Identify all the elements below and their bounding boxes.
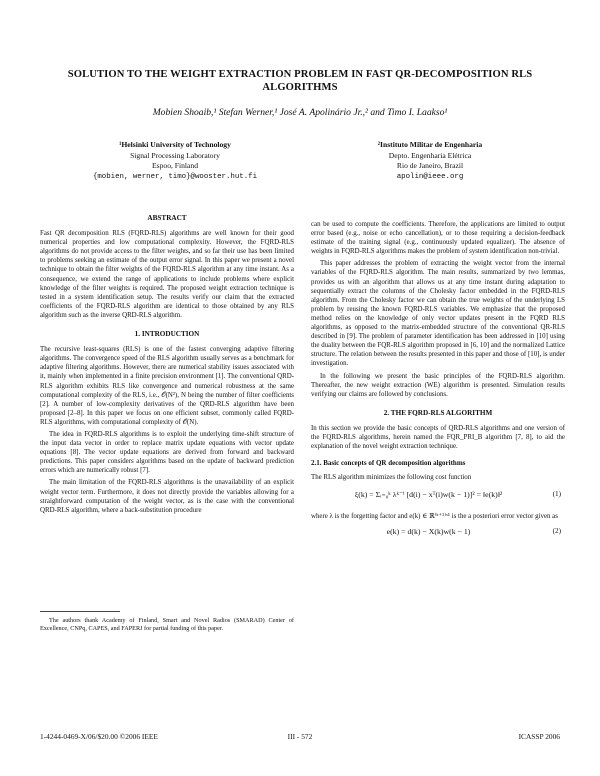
affiliation-1-email: {mobien, werner, timo}@wooster.hut.fi [92, 172, 258, 181]
abstract-heading: ABSTRACT [147, 214, 187, 222]
equation-1 [311, 486, 565, 508]
affiliation-1-line-1: Signal Processing Laboratory [130, 150, 220, 160]
right-paragraph-3: In the following we present the basic principles of the FQRD-RLS algorithm. Thereafter, the new weight extraction (WE) algorithm is presented. Simulation results verifying our claims are followed by conclusions. [311, 372, 565, 398]
equation-2-body: e(k) = d(k) − X(k)w(k − 1) [386, 527, 471, 537]
affiliation-2 [315, 140, 545, 182]
affiliation-1-head: ¹Helsinki University of Technology [119, 140, 231, 149]
footer-copyright: 1-4244-0469-X/06/$20.00 ©2006 IEEE [40, 732, 158, 741]
section-2-heading: 2. THE FQRD-RLS ALGORITHM [383, 408, 493, 417]
right-column [311, 220, 565, 545]
intro-paragraph-2: The idea in FQRD-RLS algorithms is to exploit the underlying time-shift structure of the input data vector in order to replace matrix update equations with vector update equations [8]. The vector update equations are derived from forward and backward predictions. This paper considers algorithms based on the update of backward prediction errors which are numerically robust [7]. [40, 430, 294, 475]
intro-paragraph-1: The recursive least-squares (RLS) is one of the fastest converging adaptive filtering algorithms. The convergence speed of the RLS algorithm usually serves as a benchmark for adaptive filtering algorithms. However, there are numerical stability issues associated with it, mainly when implemented in a finite precision environment [1]. The conventional QRD-RLS algorithm exhibits RLS like convergence and numerical robustness at the same computational complexity of the RLS, i.e., 𝒪(N²), N being the number of filter coefficients [2]. A number of low-complexity derivatives of the QRD-RLS algorithm have been proposed [2–8]. In this paper we focus on one efficient subset, commonly called FQRD-RLS algorithms, with computational complexity of 𝒪(N). [40, 346, 294, 426]
right-paragraph-1: can be used to compute the coefficients. Therefore, the applications are limited to output error based (e.g., noise or echo cancellation), or to those requiring a decision-feedback estimate of the training signal (e.g., continuously updated equalizer). The absence of weights in FQRD-RLS algorithms makes the problem of system identification non-trivial. [311, 221, 565, 256]
section-2-text: In this section we provide the basic concepts of QRD-RLS algorithms and one version of the FQRD-RLS algorithms, herein named the FQR_PRI_B algorithm [7, 8], to aid the explanation of the novel weight extraction technique. [311, 424, 565, 451]
footer-page-number: III - 572 [287, 732, 313, 741]
affiliation-2-line-1: Depto. Engenharia Elétrica [388, 150, 472, 160]
intro-heading: 1. INTRODUCTION [134, 330, 200, 339]
equation-2-number: (2) [552, 527, 561, 536]
affiliation-2-head: ²Instituto Militar de Engenharia [377, 140, 483, 149]
subsection-heading: 2.1. Basic concepts of QR decomposition algorithms [311, 459, 466, 468]
equation-2 [311, 525, 565, 541]
equation-1-number: (1) [552, 490, 561, 499]
footnote: The authors thank Academy of Finland, Smart and Novel Radios (SMARAD) Center of Excellence, CNPq, CAPES, and FAPERJ for partial funding of this paper. [40, 617, 294, 632]
after-equation-1: where λ is the forgetting factor and e(k) ∈ ℝ⁽ᵏ⁺¹⁾ˣ¹ is the a posteriori error vector given as [311, 513, 558, 521]
equation-1-body: ξ(k) = Σᵢ₌₀ᵏ λᵏ⁻ⁱ [d(i) − xᵀ(i)w(k − 1)]² = ‖e(k)‖² [354, 490, 503, 500]
abstract-text: Fast QR decomposition RLS (FQRD-RLS) algorithms are well known for their good numerical properties and low computational complexity. However, the FQRD-RLS algorithms do not provide access to the filter weights, and so far their use has been limited to problems seeking an estimate of the output error signal. In this paper we present a novel technique to obtain the filter weights of the FQRD-RLS algorithm at any time instant. As a consequence, we extend the range of applications to include problems where explicit knowledge of the filter weights is required. The proposed weight extraction technique is tested in a system identification setup. The results verify our claim that the extracted coefficients of the FQRD-RLS algorithm are identical to those obtained by any RLS algorithm such as the inverse QRD-RLS algorithm. [40, 230, 294, 319]
footer-conference: ICASSP 2006 [518, 732, 560, 741]
paper-title: SOLUTION TO THE WEIGHT EXTRACTION PROBLEM IN FAST QR-DECOMPOSITION RLS ALGORITHMS [67, 69, 533, 93]
left-column [40, 214, 294, 518]
right-paragraph-2: This paper addresses the problem of extracting the weight vector from the internal variables of the FQRD-RLS algorithm. The main results, summarized by two lemmas, provides us with an algorithm that allows us at any time instant during adaptation to sequentially extract the columns of the Cholesky factor embedded in the FQRD-RLS algorithm. From the Cholesky factor we can obtain the true weights of the underlying LS problem by reusing the known FQRD-RLS variables. We emphasize that the proposed method relies on the knowledge of only vector updates present in the FQRD RLS algorithms, as opposed to the matrix-embedded structure of the conventional QR-RLS described in [9]. The problem of parameter identification has been addressed in [10] using the duality between the FQR-RLS algorithm proposed in [6, 10] and the normalized Lattice structure. The relation between the results presented in this paper and those of [10], is under investigation. [311, 260, 565, 368]
author-list: Mobien Shoaib,¹ Stefan Werner,¹ José A. Apolinário Jr.,² and Timo I. Laakso¹ [152, 107, 448, 118]
footnote-rule [40, 611, 120, 612]
affiliation-1 [60, 140, 290, 182]
intro-paragraph-3: The main limitation of the FQRD-RLS algorithms is the unavailability of an explicit weight vector term. Furthermore, it does not directly provide the variables allowing for a straightforward computation of the weight vector, as is the case with the conventional QRD-RLS algorithm, where a back-substitution procedure [40, 479, 294, 514]
affiliation-2-line-2: Rio de Janeiro, Brazil [396, 161, 464, 170]
affiliation-1-line-2: Espoo, Finland [152, 161, 198, 170]
affiliation-2-email: apolin@ieee.org [396, 172, 464, 181]
subsection-text: The RLS algorithm minimizes the following cost function [311, 474, 472, 482]
